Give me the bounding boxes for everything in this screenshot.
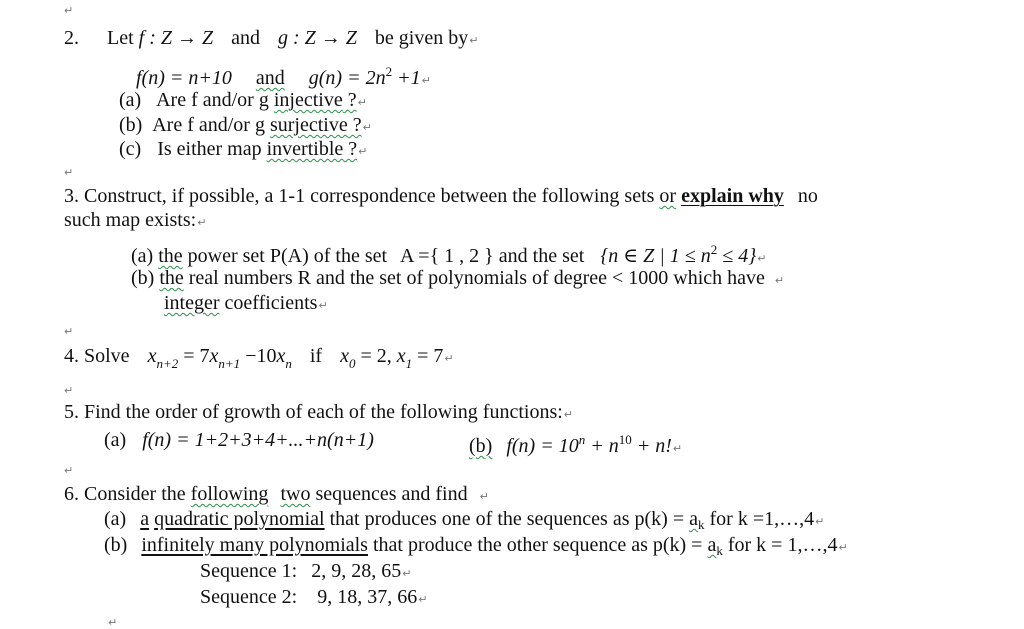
problem-3-heading: 3. Construct, if possible, a 1-1 correspondence between the following sets or explain why no — [64, 185, 818, 207]
a-sub-k: $a_k$ — [689, 508, 705, 532]
problem-2b: (b) Are f and/or g surjective ?↵ — [119, 114, 372, 136]
function-b: $f(n) = 10^n + n^{10} + n$! — [506, 432, 672, 457]
problem-6a: (a) a quadratic polynomial that produces one of the sequences as $p(k) = a_k$ for k =1,…,4↵ — [104, 508, 825, 532]
g-definition: $g(n) = 2n^2 +1$ — [308, 64, 421, 89]
problem-3b-cont: integer coefficients↵ — [164, 292, 328, 314]
sequence-1-values: 2, 9, 28, 65 — [311, 560, 402, 582]
problem-5a: (a) f(n) = 1+2+3+4+...+n(n+1) — [104, 429, 374, 451]
set-a: A ={ 1 , 2 } — [399, 245, 494, 267]
problem-2c: (c) Is either map invertible ?↵ — [119, 138, 368, 160]
problem-6b: (b) infinitely many polynomials that produce the other sequence as $p(k) = a_k$ for k = 1,…,4↵ — [104, 534, 848, 558]
g-mapping: g : Z → Z — [278, 27, 357, 49]
sequence-2-values: 9, 18, 37, 66 — [317, 586, 418, 608]
function-definitions: f(n) = n+10 and $g(n) = 2n^2$ +1↵ — [136, 64, 431, 89]
problem-3-heading-cont: such map exists:↵ — [64, 209, 207, 231]
function-a: f(n) = 1+2+3+4+...+n(n+1) — [142, 429, 374, 451]
problem-2a: (a) Are f and/or g injective ?↵ — [119, 89, 367, 111]
initial-conditions: $x_0 = 2$, $x_1 = 7$ — [340, 345, 444, 371]
problem-3a: (a) the power set P(A) of the set A ={ 1 , 2 } and the set {n ∈ Z | $1 \le n^2$ ≤ 4}↵ — [131, 242, 767, 267]
paragraph-mark: ↵ — [64, 384, 74, 397]
f-definition: f(n) = n+10 — [136, 67, 232, 89]
paragraph-mark: ↵ — [64, 325, 74, 338]
problem-number: 2. — [64, 27, 79, 49]
problem-4: 4. Solve $x_{n+2} = 7x_{n+1} -10x_n$ if $x_0 = 2$, $x_1$ = 7↵ — [64, 345, 454, 371]
problem-5-heading: 5. Find the order of growth of each of the following functions:↵ — [64, 401, 573, 423]
sequence-1: Sequence 1: 2, 9, 28, 65↵ — [200, 560, 412, 582]
paragraph-mark: ↵ — [64, 166, 74, 179]
recurrence-relation: $x_{n+2} = 7x_{n+1} -10x_n$ — [147, 345, 292, 371]
problem-number: 3. — [64, 185, 79, 207]
paragraph-mark: ↵ — [64, 464, 74, 477]
paragraph-mark: ↵ — [108, 616, 118, 629]
problem-6-heading: 6. Consider the following two sequences and find ↵ — [64, 483, 489, 505]
f-mapping: f : Z → Z — [138, 27, 214, 49]
a-sub-k: $a_k$ — [707, 534, 723, 558]
problem-2-heading: 2. Let f : Z → Z and g : Z → Z be given by↵ — [64, 27, 479, 49]
problem-3b: (b) the real numbers R and the set of polynomials of degree < 1000 which have ↵ — [131, 267, 785, 289]
problem-number: 4. — [64, 345, 79, 367]
set-b: {n ∈ Z | $1 \le n^2 \le 4$} — [600, 242, 757, 267]
problem-5b: (b) $f(n) = 10^n + n^{10}$ + n!↵ — [469, 432, 683, 457]
paragraph-mark: ↵ — [64, 4, 74, 17]
sequence-2: Sequence 2: 9, 18, 37, 66↵ — [200, 586, 428, 608]
